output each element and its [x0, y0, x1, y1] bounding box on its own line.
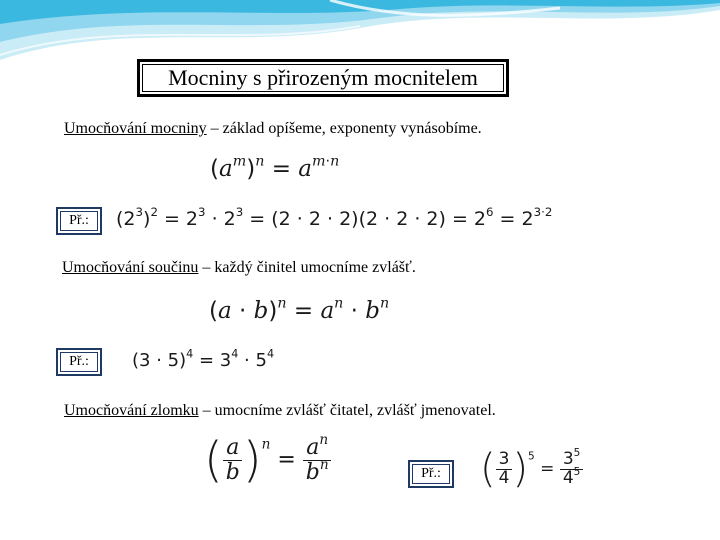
example-label-box — [408, 460, 454, 488]
rule-description: – umocníme zvlášť čitatel, zvlášť jmenovatel. — [198, 402, 496, 419]
example-label: Př.: — [69, 354, 89, 369]
example-label-box — [56, 348, 102, 376]
page-title-text: Mocniny s přirozeným mocnitelem — [168, 65, 478, 90]
formula-power-of-fraction: ( $\frac{a}{b}$ )$^n$ = $\frac{a^n}{b^n}$ — [204, 432, 332, 488]
example-power-of-fraction: ( $\frac{3}{4}$ )$^5$ = $\frac{3^5}{4^5}$ — [480, 446, 583, 492]
rule-term: Umocňování mocniny — [64, 120, 207, 137]
example-label: Př.: — [69, 213, 89, 228]
formula-power-of-power: $(a^m)^n = a^{m\cdot n}$ — [210, 153, 340, 182]
rule-power-of-fraction — [64, 402, 496, 420]
rule-power-of-product — [62, 259, 416, 277]
page-title — [137, 59, 509, 97]
rule-power-of-power — [64, 120, 482, 138]
rule-term: Umocňování zlomku — [64, 402, 199, 419]
example-label-box — [56, 207, 102, 235]
rule-description: – základ opíšeme, exponenty vynásobíme. — [206, 120, 482, 137]
rule-description: – každý činitel umocníme zvlášť. — [198, 259, 416, 276]
rule-term: Umocňování součinu — [62, 259, 199, 276]
example-label: Př.: — [421, 466, 441, 481]
formula-power-of-product: $(a \cdot b)^n = a^n \cdot b^n$ — [209, 295, 390, 324]
example-power-of-power: $(2^3)^2 = 2^3 \cdot 2^3 = (2 \cdot 2 \cdot 2)(2 \cdot 2 \cdot 2) = 2^6 = 2^{3\cdot 2}$ — [116, 205, 553, 230]
example-power-of-product: $(3 \cdot 5)^4 = 3^4 \cdot 5^4$ — [132, 347, 275, 371]
